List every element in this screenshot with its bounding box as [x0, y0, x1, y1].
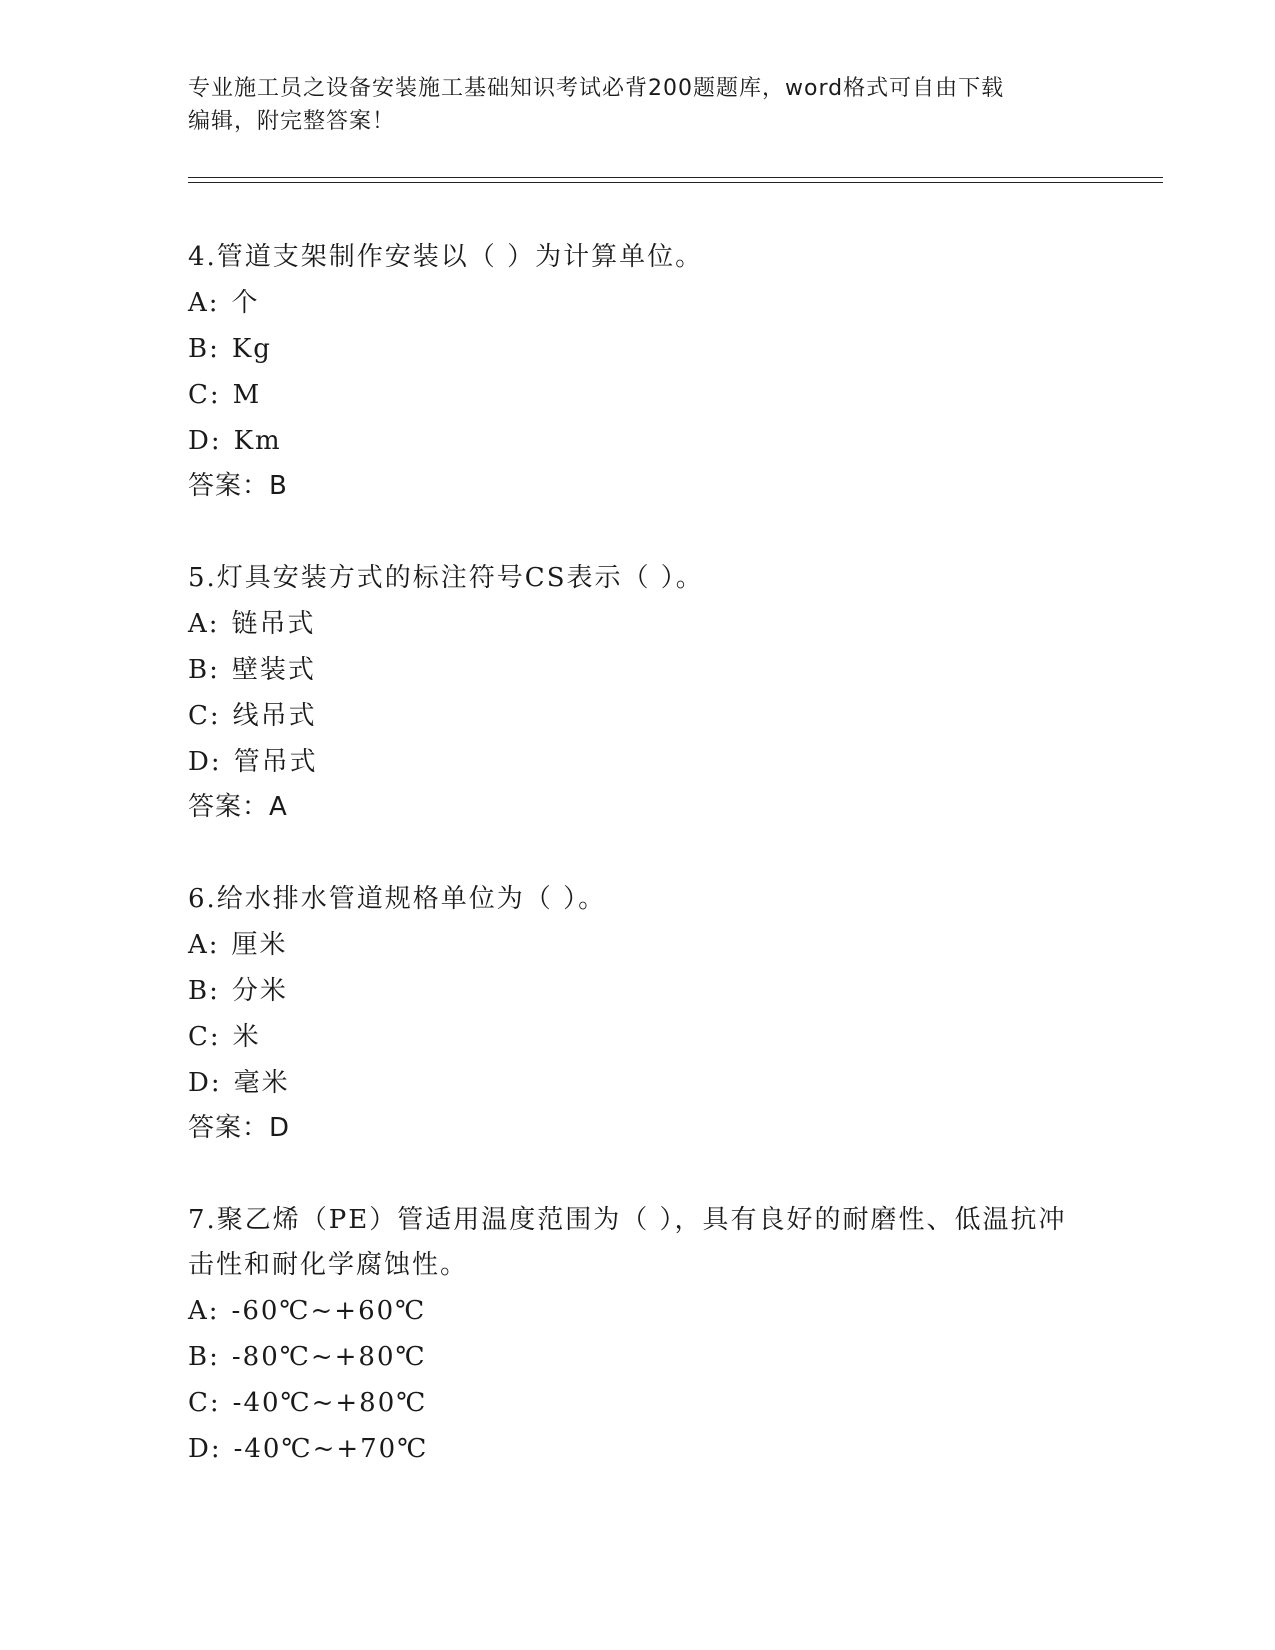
question-stem: 4.管道支架制作安装以（ ）为计算单位。: [188, 242, 704, 272]
answer-line: 答案：D: [188, 1113, 291, 1143]
option-letter: D:: [188, 1434, 222, 1464]
option-letter: D:: [188, 426, 222, 456]
option-b: [188, 326, 1088, 372]
option-text: -40℃~+70℃: [233, 1434, 429, 1464]
option-letter: A:: [188, 1296, 220, 1326]
option-letter: B:: [188, 1342, 220, 1372]
header-divider-bottom: [188, 182, 1163, 183]
option-text: 分米: [231, 976, 288, 1006]
answer-line: 答案：B: [188, 471, 288, 501]
header-line-1: 专业施工员之设备安装施工基础知识考试必背200题题库，word格式可自由下载: [188, 76, 1005, 101]
question-stem: 7.聚乙烯（PE）管适用温度范围为（ ），具有良好的耐磨性、低温抗冲击性和耐化学腐蚀性。: [188, 1205, 1067, 1280]
question-stem: 5.灯具安装方式的标注符号CS表示（ ）。: [188, 563, 704, 593]
option-letter: C:: [188, 701, 221, 731]
option-text: 厘米: [231, 930, 288, 960]
question-stem: 6.给水排水管道规格单位为（ ）。: [188, 884, 607, 914]
option-text: Km: [233, 426, 282, 456]
option-letter: B:: [188, 334, 220, 364]
header-line-2: 编辑，附完整答案！: [188, 109, 396, 134]
question-4: [188, 235, 1088, 508]
option-text: -60℃~+60℃: [231, 1296, 427, 1326]
option-text: 毫米: [233, 1068, 290, 1098]
option-a: [188, 922, 1088, 968]
option-letter: A:: [188, 609, 220, 639]
question-7: [188, 1198, 1088, 1472]
option-letter: B:: [188, 976, 220, 1006]
option-c: [188, 693, 1088, 739]
option-letter: C:: [188, 1022, 221, 1052]
option-text: 个: [231, 288, 260, 318]
option-b: [188, 968, 1088, 1014]
option-letter: C:: [188, 380, 221, 410]
option-text: M: [232, 380, 262, 410]
option-letter: D:: [188, 747, 222, 777]
option-letter: B:: [188, 655, 220, 685]
option-a: [188, 280, 1088, 326]
option-a: [188, 601, 1088, 647]
option-c: [188, 1380, 1088, 1426]
option-d: [188, 418, 1088, 464]
answer-line: 答案：A: [188, 792, 288, 822]
option-d: [188, 1426, 1088, 1472]
option-text: 链吊式: [231, 609, 316, 639]
option-d: [188, 1060, 1088, 1106]
option-c: [188, 1014, 1088, 1060]
option-letter: A:: [188, 930, 220, 960]
question-5: [188, 556, 1088, 829]
option-d: [188, 739, 1088, 785]
option-b: [188, 1334, 1088, 1380]
option-b: [188, 647, 1088, 693]
header-divider-top: [188, 177, 1163, 178]
option-text: -80℃~+80℃: [231, 1342, 427, 1372]
option-text: Kg: [231, 334, 272, 364]
option-letter: C:: [188, 1388, 221, 1418]
option-text: -40℃~+80℃: [232, 1388, 428, 1418]
question-6: [188, 877, 1088, 1150]
option-text: 壁装式: [231, 655, 316, 685]
option-text: 米: [232, 1022, 261, 1052]
option-letter: A:: [188, 288, 220, 318]
option-c: [188, 372, 1088, 418]
option-letter: D:: [188, 1068, 222, 1098]
option-a: [188, 1288, 1088, 1334]
document-header: [188, 72, 1088, 138]
option-text: 线吊式: [232, 701, 317, 731]
option-text: 管吊式: [233, 747, 318, 777]
